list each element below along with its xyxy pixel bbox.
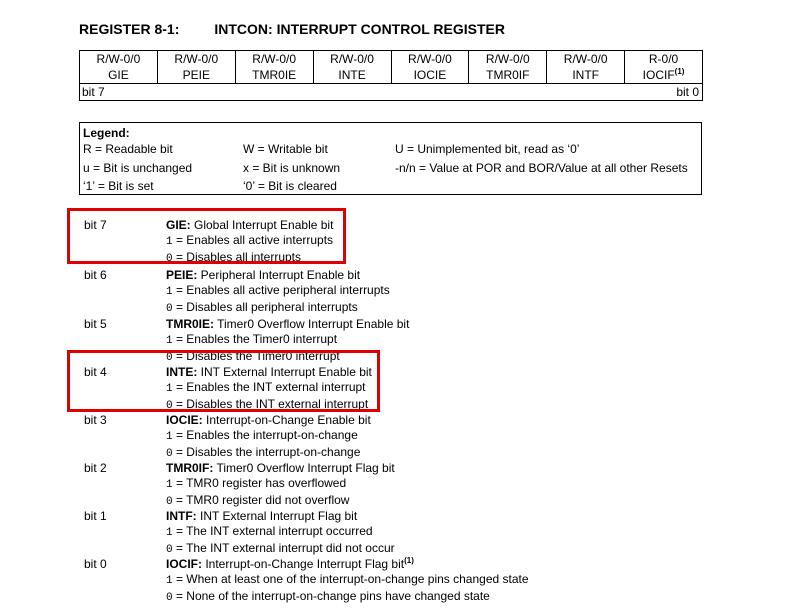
bit-title-line: [166, 461, 395, 476]
bitname-cell: TMR0IF: [469, 67, 547, 84]
bit-name: TMR0IE:: [166, 317, 214, 331]
separator: =: [172, 541, 187, 555]
bit-description: [166, 268, 390, 317]
bit-title: Timer0 Overflow Interrupt Flag bit: [213, 461, 395, 475]
bit-value-zero-line: [166, 300, 390, 317]
register-label: REGISTER 8-1:: [79, 21, 180, 37]
register-title: [79, 21, 505, 37]
access-cell: R-0/0: [625, 51, 703, 68]
bitname-cell: GIE: [80, 67, 158, 84]
bit-title: INT External Interrupt Enable bit: [197, 365, 372, 379]
bit-name: INTF:: [166, 509, 197, 523]
bit-value: 1: [166, 335, 173, 347]
legend-header: Legend:: [83, 126, 130, 140]
bit-value-meaning: Disables all peripheral interrupts: [186, 300, 358, 314]
bit-label: bit 0: [84, 557, 107, 571]
bit-value-meaning: Enables all active peripheral interrupts: [186, 283, 390, 297]
bit-title: INT External Interrupt Flag bit: [196, 509, 358, 523]
bit-value-one-line: [166, 283, 390, 300]
bit-value: 1: [166, 527, 173, 539]
bitname-cell: TMR0IE: [235, 67, 313, 84]
register-bit-table: [79, 50, 703, 101]
separator: =: [172, 428, 187, 442]
separator: =: [172, 283, 187, 297]
bitname-cell: INTE: [313, 67, 391, 84]
bit-value-one-line: [166, 428, 371, 445]
legend-unimplemented: U = Unimplemented bit, read as ‘0’: [395, 142, 580, 156]
bit-value: 0: [166, 303, 173, 315]
bit-value-meaning: TMR0 register has overflowed: [186, 476, 347, 490]
legend-box: [79, 122, 702, 195]
bit-value-zero-line: [166, 493, 395, 510]
bit-title: Peripheral Interrupt Enable bit: [197, 268, 361, 282]
bit-title-line: [166, 268, 390, 283]
separator: =: [172, 589, 187, 603]
legend-readable: R = Readable bit: [83, 142, 173, 156]
separator: =: [172, 250, 187, 264]
bit-description: [166, 509, 395, 558]
bit-value-meaning: None of the interrupt-on-change pins have changed state: [186, 589, 490, 603]
separator: =: [172, 524, 187, 538]
separator: =: [172, 493, 187, 507]
bit-label: bit 7: [84, 218, 107, 232]
bit-value: 1: [166, 479, 173, 491]
bit-value-zero-line: [166, 589, 529, 606]
bit-value-meaning: Enables all active interrupts: [186, 233, 334, 247]
separator: =: [172, 300, 187, 314]
bit-value: 1: [166, 383, 173, 395]
bit-value: 1: [166, 431, 173, 443]
bit-title: Interrupt-on-Change Enable bit: [202, 413, 371, 427]
separator: =: [172, 572, 187, 586]
bit-value-one-line: [166, 524, 395, 541]
bitname-cell: PEIE: [157, 67, 235, 84]
legend-reset-value: -n/n = Value at POR and BOR/Value at all other Resets: [395, 161, 688, 175]
separator: =: [172, 332, 187, 346]
bit-value: 0: [166, 448, 173, 460]
access-cell: R/W-0/0: [235, 51, 313, 68]
bit-title-line: [166, 413, 371, 428]
bit-value-meaning: Disables the Timer0 interrupt: [186, 349, 340, 363]
bit-label: bit 6: [84, 268, 107, 282]
bit-label: bit 5: [84, 317, 107, 331]
bit-name: IOCIE:: [166, 413, 203, 427]
bit-description: [166, 461, 395, 510]
bit-value: 0: [166, 400, 173, 412]
bitname-cell: [625, 67, 703, 84]
bit-range-right: bit 0: [391, 84, 703, 101]
bitname-cell: IOCIE: [391, 67, 469, 84]
bit-value: 0: [166, 592, 173, 604]
highlight-box-bit4: [67, 350, 380, 412]
bit-range-row: [80, 84, 703, 101]
legend-unchanged: u = Bit is unchanged: [83, 161, 193, 175]
bit-name: TMR0IF:: [166, 461, 214, 475]
bit-title: Interrupt-on-Change Interrupt Flag bit: [202, 557, 405, 571]
bit-title-line: [166, 557, 529, 572]
bit-value-one-line: [166, 476, 395, 493]
bitname-cell: INTF: [547, 67, 625, 84]
bit-value-meaning: Enables the INT external interrupt: [186, 380, 366, 394]
separator: =: [172, 476, 187, 490]
bit-label: bit 3: [84, 413, 107, 427]
separator: =: [172, 380, 187, 394]
highlight-box-bit7: [67, 208, 346, 264]
bit-value-meaning: Disables the interrupt-on-change: [186, 445, 361, 459]
separator: =: [172, 445, 187, 459]
bit-title-line: [166, 509, 395, 524]
bit-title-line: [166, 317, 409, 332]
bit-value-meaning: TMR0 register did not overflow: [186, 493, 350, 507]
bit-value-meaning: The INT external interrupt occurred: [186, 524, 373, 538]
bit-value-one-line: [166, 332, 409, 349]
access-cell: R/W-0/0: [469, 51, 547, 68]
bit-value-zero-line: [166, 541, 395, 558]
separator: =: [172, 397, 187, 411]
legend-writable: W = Writable bit: [243, 142, 328, 156]
legend-cleared: ‘0’ = Bit is cleared: [243, 179, 337, 193]
bit-label: bit 2: [84, 461, 107, 475]
bit-value-meaning: Disables the INT external interrupt: [186, 397, 369, 411]
bitname-row: [80, 67, 703, 84]
bit-title: Timer0 Overflow Interrupt Enable bit: [214, 317, 410, 331]
footnote-ref: (1): [674, 67, 685, 76]
bit-label: bit 4: [84, 365, 107, 379]
legend-set: ‘1’ = Bit is set: [83, 179, 154, 193]
bit-name: GIE:: [166, 218, 191, 232]
access-cell: R/W-0/0: [80, 51, 158, 68]
bit-description: [166, 557, 529, 606]
access-cell: R/W-0/0: [391, 51, 469, 68]
bit-value: 1: [166, 575, 173, 587]
register-name: INTCON: INTERRUPT CONTROL REGISTER: [214, 21, 505, 37]
bit-value-meaning: The INT external interrupt did not occur: [186, 541, 395, 555]
bit-name: PEIE:: [166, 268, 198, 282]
bit-value-meaning: Enables the Timer0 interrupt: [186, 332, 338, 346]
separator: =: [172, 233, 187, 247]
bit-value: 1: [166, 286, 173, 298]
bit-value: 1: [166, 236, 173, 248]
bit-value: 0: [166, 352, 173, 364]
access-cell: R/W-0/0: [157, 51, 235, 68]
bit-title: Global Interrupt Enable bit: [190, 218, 334, 232]
access-cell: R/W-0/0: [547, 51, 625, 68]
bit-value: 0: [166, 496, 173, 508]
bit-value: 0: [166, 544, 173, 556]
bit-range-left: bit 7: [80, 84, 392, 101]
bit-description: [166, 413, 371, 462]
bit-label: bit 1: [84, 509, 107, 523]
footnote-ref: (1): [404, 556, 414, 565]
bitname-text: IOCIF: [642, 68, 675, 82]
bit-value-zero-line: [166, 445, 371, 462]
separator: =: [172, 349, 187, 363]
bit-value-meaning: Enables the interrupt-on-change: [186, 428, 358, 442]
bit-name: INTE:: [166, 365, 198, 379]
access-cell: R/W-0/0: [313, 51, 391, 68]
legend-unknown: x = Bit is unknown: [243, 161, 341, 175]
access-row: [80, 51, 703, 68]
bit-value-meaning: Disables all interrupts: [186, 250, 302, 264]
bit-name: IOCIF:: [166, 557, 202, 571]
bit-value-meaning: When at least one of the interrupt-on-change pins changed state: [186, 572, 529, 586]
bit-value: 0: [166, 253, 173, 265]
bit-value-one-line: [166, 572, 529, 589]
